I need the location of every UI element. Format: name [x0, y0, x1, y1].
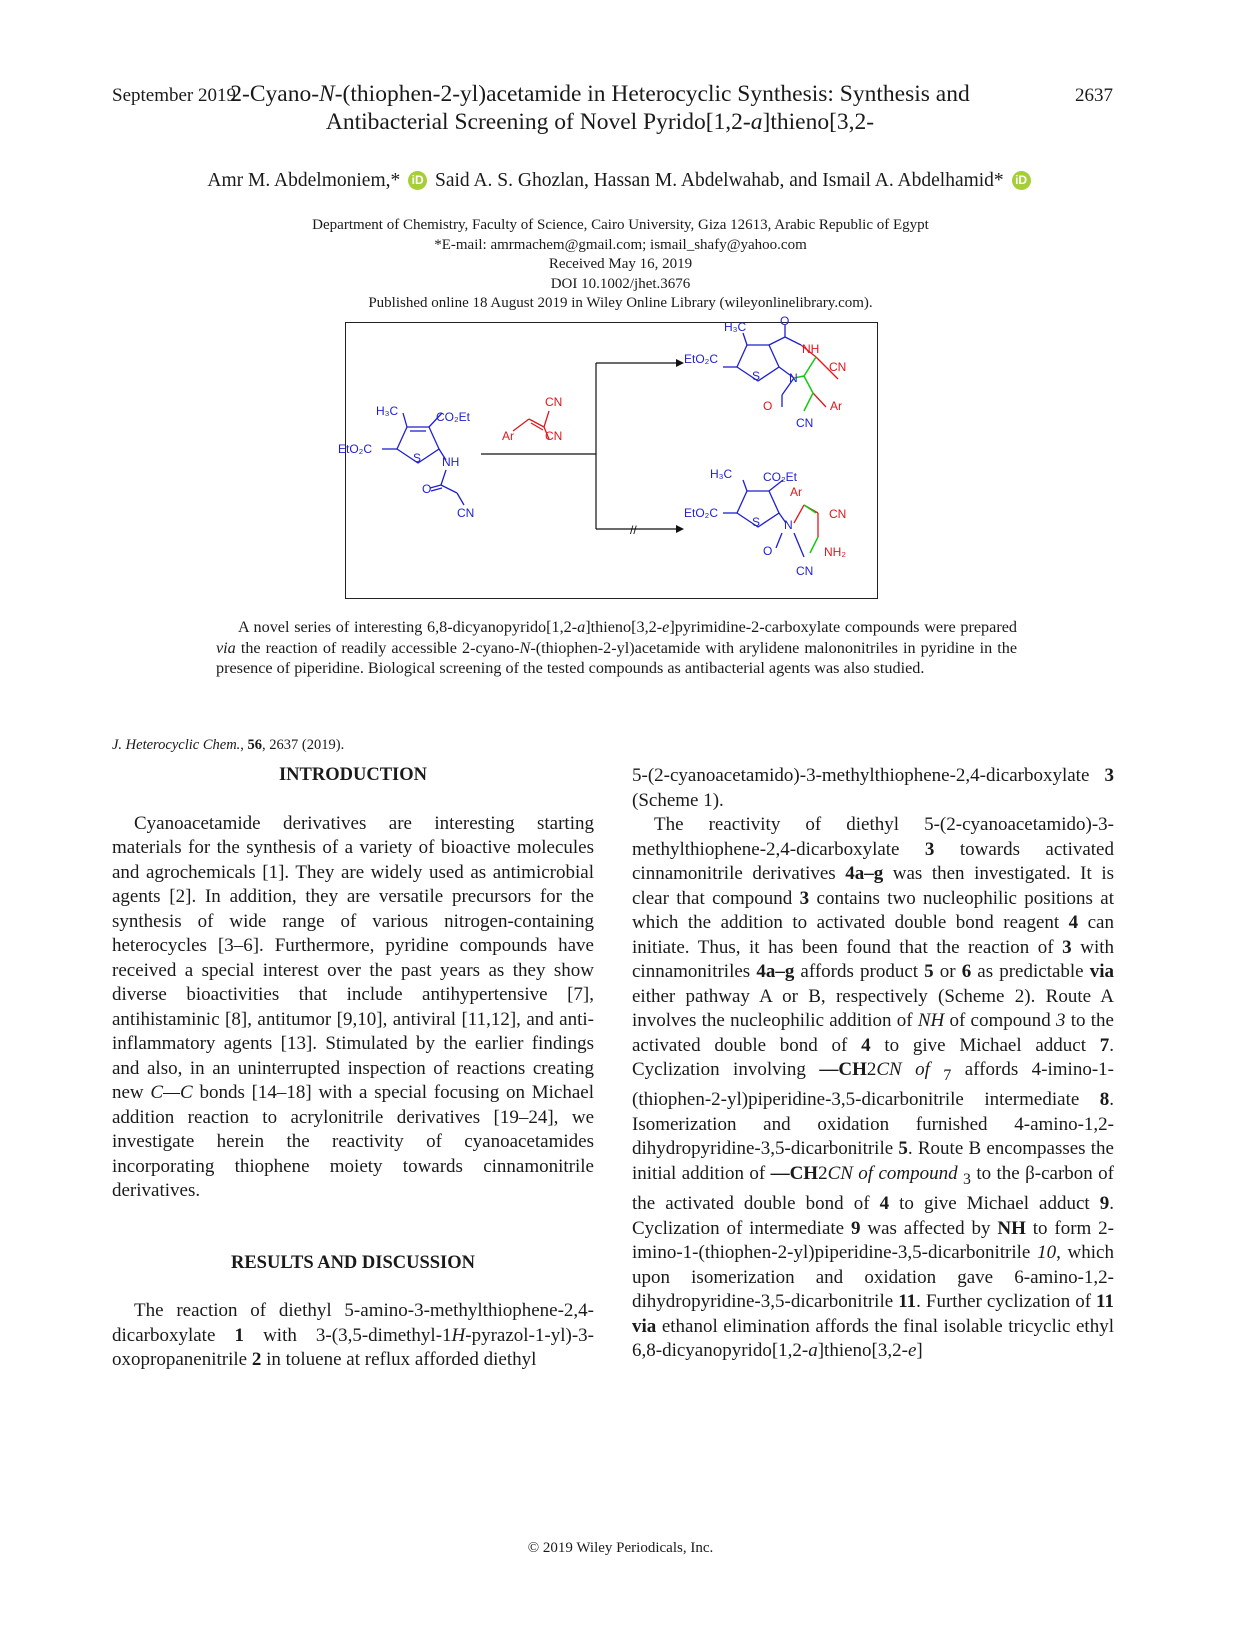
arrow-head-route-a	[676, 359, 684, 367]
issue-date: September 2019	[112, 85, 237, 106]
reactant-ester-label-2: EtO₂C	[338, 442, 372, 456]
product-5-aryl-label: Ar	[830, 399, 842, 413]
reactant-nh-label: NH	[442, 455, 460, 469]
product-6-cn-label: CN	[829, 507, 847, 521]
product-6-aryl-label: Ar	[790, 485, 802, 499]
product-6-ester-label: CO₂Et	[763, 470, 797, 484]
author-list	[0, 170, 1241, 192]
mechanism-paragraph: The reactivity of diethyl 5-(2-cyanoacetamido)-3-methylthiophene-2,4-dicarboxylate 3 towards activated cinnamonitrile derivatives 4a–g was then investigated. It is clear that compound 3 contains two nucleophilic positions at which the addition to activated double bond reagent 4 can initiate. Thus, it has been found that the reaction of 3 with cinnamonitriles 4a–g affords product 5 or 6 as predictable via either pathway A or B, respectively (Scheme 2). Route A involves the nucleophilic addition of NH of compound 3 to the activated double bond of 4 to give Michael adduct 7. Cyclization involving —CH2CN of $_7$ affords 4-imino-1-(thiophen-2-yl)piperidine-3,5-dicarbonitrile intermediate 8. Isomerization and oxidation furnished 4-amino-1,2-dihydropyridine-3,5-dicarbonitrile 5. Route B encompasses the initial addition of —CH2CN of compound $_3$ to the β-carbon of the activated double bond of 4 to give Michael adduct 9. Cyclization of intermediate 9 was affected by NH to form 2-imino-1-(thiophen-2-yl)piperidine-3,5-dicarbonitrile 10, which upon isomerization and oxidation gave 6-amino-1,2-dihydropyridine-3,5-dicarbonitrile 11. Further cyclization of 11 via ethanol elimination affords the final isolable tricyclic ethyl 6,8-dicyanopyrido[1,2-a]thieno[3,2-e]	[632, 814, 1115, 1362]
product-5-cn-label: CN	[829, 360, 847, 374]
results-paragraph: The reaction of diethyl 5-amino-3-methylthiophene-2,4-dicarboxylate 1 with 3-(3,5-dimethyl-1H-pyrazol-1-yl)-3-oxopropanenitrile 2 in toluene at reflux afforded diethyl	[112, 1300, 594, 1370]
product-6-sulfur-label: S	[752, 515, 761, 529]
doi: DOI 10.1002/jhet.3676	[550, 275, 691, 292]
article-title: 2-Cyano-N-(thiophen-2-yl)acetamide in Heterocyclic Synthesis: Synthesis and Antibacterial Screening of Novel Pyrido[1,2-a]thieno[3,2-	[230, 81, 970, 135]
reagent-aryl-label: Ar	[502, 429, 514, 443]
product-6-nitrogen-label: N	[784, 518, 793, 532]
arrow-head-route-b	[676, 525, 684, 533]
product-6-methyl-label: H₃C	[710, 467, 733, 481]
published-note: Published online 18 August 2019 in Wiley Online Library (wileyonlinelibrary.com).	[368, 295, 873, 311]
product-5-oxo-label: O	[780, 314, 790, 328]
author-2-4: Said A. S. Ghozlan, Hassan M. Abdelwahab, and Ismail A. Abdelhamid*	[435, 170, 1004, 191]
copyright-footer: © 2019 Wiley Periodicals, Inc.	[527, 1540, 714, 1556]
reactant-oxygen-label: O	[422, 482, 432, 496]
reagent-cn-label-2: CN	[545, 429, 563, 443]
reaction-scheme-svg	[338, 314, 876, 597]
product-5-cn-label-2: CN	[796, 416, 814, 430]
product-5-nitrogen-label: N	[789, 371, 798, 385]
product-5-methyl-label: H₃C	[724, 320, 747, 334]
reactant-ester-label: CO₂Et	[436, 410, 470, 424]
introduction-paragraph: Cyanoacetamide derivatives are interesting starting materials for the synthesis of a variety of bioactive molecules and agrochemicals [1]. They are widely used as antimicrobial agents [2]. In addition, they are versatile precursors for the synthesis of wide range of various nitrogen-containing heterocycles [3–6]. Furthermore, pyridine compounds have received a special interest over the past years as they show diverse bioactivities that include antihypertensive [7], antihistaminic [8], antitumor [9,10], antiviral [11,12], and anti-inflammatory agents [13]. Stimulated by the earlier findings and also, in an uninterrupted inspection of reactions creating new C—C bonds [14–18] with a special focusing on Michael addition reaction to acrylonitrile derivatives [19–24], we investigate herein the reactivity of cyanoacetamides incorporating thiophene moiety towards cinnamonitrile derivatives.	[112, 812, 594, 1201]
left-column	[112, 763, 594, 1373]
product-6-ester-label-2: EtO₂C	[684, 506, 718, 520]
blocked-route-mark: //	[630, 523, 637, 537]
page-number: 2637	[1075, 85, 1113, 106]
graphical-abstract-scheme	[338, 314, 878, 599]
product-5-oxo-label-2: O	[763, 399, 773, 413]
product-5-ester-label: EtO₂C	[684, 352, 718, 366]
section-heading-results: RESULTS AND DISCUSSION	[230, 1252, 476, 1273]
abstract-text: A novel series of interesting 6,8-dicyanopyrido[1,2-a]thieno[3,2-e]pyrimidine-2-carboxylate compounds were prepared via the reaction of readily accessible 2-cyano-N-(thiophen-2-yl)acetamide with arylidene malononitriles in pyridine in the presence of piperidine. Biological screening of the tested compounds as antibacterial agents was also studied.	[216, 618, 1018, 677]
orcid-icon[interactable]: iD	[1012, 171, 1031, 190]
product-6-amino-label: NH₂	[824, 545, 846, 559]
product-6-oxo-label: O	[763, 544, 773, 558]
reaction-arrows	[481, 363, 676, 529]
reactant-cn-label: CN	[457, 506, 475, 520]
affiliation-block	[0, 216, 1241, 314]
reactant-sulfur-label: S	[413, 451, 422, 465]
received-date: Received May 16, 2019	[548, 256, 693, 272]
reactant-methyl-label: H₃C	[376, 404, 399, 418]
product-6-cn-label-2: CN	[796, 564, 814, 578]
product-6-red-bonds	[794, 505, 818, 537]
continued-paragraph: 5-(2-cyanoacetamido)-3-methylthiophene-2,4-dicarboxylate 3 (Scheme 1).	[632, 765, 1114, 811]
department: Department of Chemistry, Faculty of Science, Cairo University, Giza 12613, Arabic Republic of Egypt	[312, 217, 929, 233]
reagent-4-bonds	[513, 411, 549, 439]
author-1: Amr M. Abdelmoniem,*	[207, 170, 401, 191]
product-5-nh-label: NH	[802, 342, 820, 356]
product-5-sulfur-label: S	[752, 369, 761, 383]
email: *E-mail: amrmachem@gmail.com; ismail_shafy@yahoo.com	[434, 236, 807, 253]
product-6-green-bonds	[804, 505, 818, 553]
journal-citation: J. Heterocyclic Chem., 56, 2637 (2019).	[112, 737, 345, 753]
reagent-cn-label: CN	[545, 395, 563, 409]
right-column	[632, 764, 1114, 1364]
orcid-icon[interactable]: iD	[408, 171, 427, 190]
section-heading-introduction: INTRODUCTION	[278, 765, 428, 785]
